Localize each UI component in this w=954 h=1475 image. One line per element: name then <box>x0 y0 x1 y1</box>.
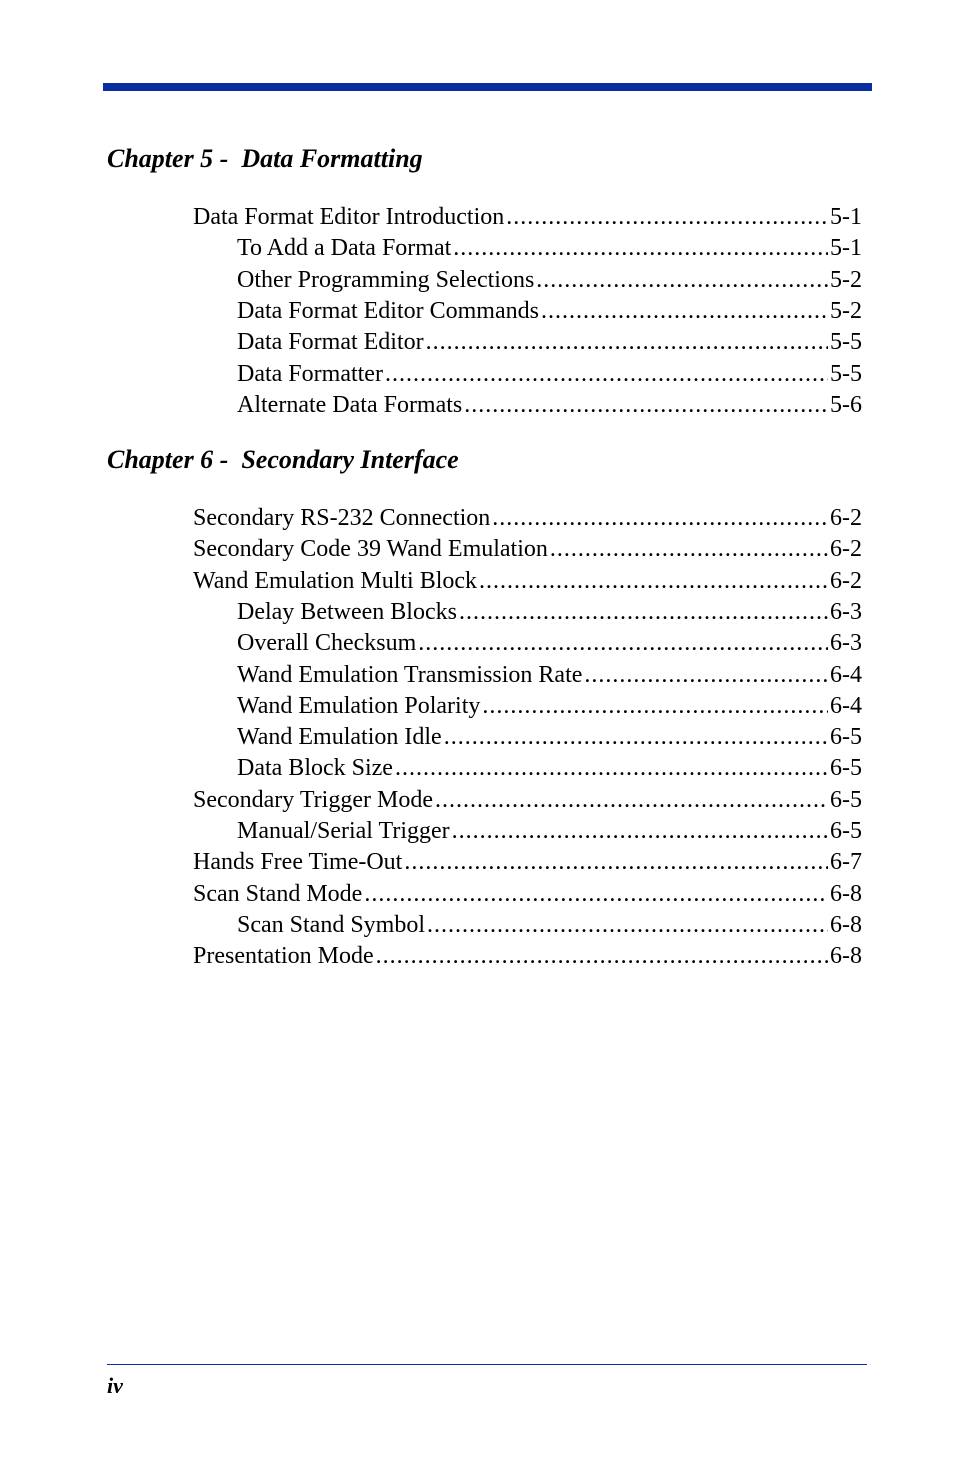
footer-rule <box>107 1364 867 1365</box>
toc-entry-page: 6-5 <box>830 786 862 813</box>
toc-entry[interactable] <box>193 535 862 563</box>
toc-entry[interactable] <box>237 817 862 845</box>
toc-entry-title: Wand Emulation Polarity <box>237 692 481 719</box>
toc-entry-title: Secondary Trigger Mode <box>193 786 433 813</box>
toc-entry[interactable] <box>193 567 862 595</box>
toc-entry-title: Data Format Editor Introduction <box>193 204 505 230</box>
toc-entry-page: 6-3 <box>830 630 862 657</box>
toc-entry-title: Delay Between Blocks <box>237 598 457 625</box>
toc-entry-title: Secondary Code 39 Wand Emulation <box>193 536 548 563</box>
toc-entry-title: Data Format Editor Commands <box>237 297 539 324</box>
toc-entry[interactable] <box>237 629 862 657</box>
dot-leader <box>584 661 828 689</box>
toc-entry[interactable] <box>237 234 862 262</box>
toc-entry-title: Scan Stand Symbol <box>237 911 426 938</box>
toc-entry-title: Overall Checksum <box>237 630 417 657</box>
dot-leader <box>479 567 828 595</box>
toc-entry-title: Secondary RS-232 Connection <box>193 505 491 531</box>
dot-leader <box>385 360 828 388</box>
toc-entry[interactable] <box>193 504 862 532</box>
dot-leader <box>459 598 828 626</box>
toc-entry[interactable] <box>237 661 862 689</box>
dot-leader <box>427 911 828 939</box>
toc-entry-title: Data Formatter <box>237 360 383 387</box>
dot-leader <box>506 203 828 231</box>
toc-entry[interactable] <box>237 911 862 939</box>
toc-entry-page: 6-2 <box>830 567 862 594</box>
toc-entry[interactable] <box>193 203 862 231</box>
toc-entry[interactable] <box>237 754 862 782</box>
toc-entry-page: 5-1 <box>830 235 862 262</box>
toc-entry-title: Wand Emulation Multi Block <box>193 567 478 594</box>
dot-leader <box>492 504 828 532</box>
toc-entry-title: Hands Free Time-Out <box>193 849 403 876</box>
toc-entry[interactable] <box>193 786 862 814</box>
toc-entry-page: 6-5 <box>830 755 862 782</box>
toc-entry-title: Presentation Mode <box>193 943 374 970</box>
dot-leader <box>444 723 828 751</box>
toc-entry-page: 5-5 <box>830 329 862 356</box>
toc-entry[interactable] <box>237 266 862 294</box>
toc-entry-page: 6-8 <box>830 943 862 970</box>
dot-leader <box>426 328 828 356</box>
toc-entry[interactable] <box>193 880 862 908</box>
toc-entry-title: Wand Emulation Transmission Rate <box>237 661 583 688</box>
dot-leader <box>482 692 828 720</box>
toc-entry[interactable] <box>237 723 862 751</box>
toc-entry-page: 6-7 <box>830 849 862 876</box>
toc-entry-page: 5-5 <box>830 360 862 387</box>
toc-entry[interactable] <box>193 848 862 876</box>
toc-entry-page: 6-4 <box>830 661 862 688</box>
dot-leader <box>418 629 828 657</box>
dot-leader <box>435 786 828 814</box>
toc-entry-page: 6-8 <box>830 911 862 938</box>
toc-entry-page: 6-4 <box>830 692 862 719</box>
toc-entry-page: 6-8 <box>830 880 862 907</box>
dot-leader <box>395 754 828 782</box>
dot-leader <box>464 391 828 419</box>
dot-leader <box>453 234 828 262</box>
toc-entry[interactable] <box>193 942 862 970</box>
toc-entry-title: To Add a Data Format <box>237 235 452 262</box>
dot-leader <box>550 535 828 563</box>
toc-entry-title: Alternate Data Formats <box>237 391 463 418</box>
toc-entry-page: 6-5 <box>830 818 862 844</box>
toc-entry-title: Wand Emulation Idle <box>237 724 442 751</box>
toc-entry-page: 5-2 <box>830 266 862 293</box>
toc-entry-page: 6-2 <box>830 505 862 531</box>
page-number: iv <box>107 1373 123 1398</box>
dot-leader <box>376 942 828 970</box>
dot-leader <box>536 266 828 294</box>
toc-entry-page: 5-1 <box>830 204 862 230</box>
toc-entry-title: Manual/Serial Trigger <box>237 818 450 844</box>
toc-entry-page: 6-5 <box>830 724 862 751</box>
toc-entry-title: Data Format Editor <box>237 329 424 356</box>
toc-entry[interactable] <box>237 692 862 720</box>
toc-entry[interactable] <box>237 297 862 325</box>
dot-leader <box>452 817 828 845</box>
dot-leader <box>404 848 828 876</box>
toc-entry-page: 6-2 <box>830 536 862 563</box>
header-rule <box>103 83 872 91</box>
toc-entry-title: Data Block Size <box>237 755 393 782</box>
dot-leader <box>541 297 828 325</box>
toc-entry[interactable] <box>237 391 862 419</box>
dot-leader <box>364 880 828 908</box>
toc-entry[interactable] <box>237 328 862 356</box>
chapter-6-heading[interactable]: Chapter 6 - Secondary Interface <box>107 445 459 474</box>
toc-entry-title: Scan Stand Mode <box>193 880 363 907</box>
chapter-5-heading[interactable]: Chapter 5 - Data Formatting <box>107 144 423 173</box>
toc-entry-page: 5-6 <box>830 391 862 418</box>
toc-entry-page: 6-3 <box>830 598 862 625</box>
toc-entry-title: Other Programming Selections <box>237 266 535 293</box>
toc-entry[interactable] <box>237 360 862 388</box>
toc-entry[interactable] <box>237 598 862 626</box>
toc-entry-page: 5-2 <box>830 297 862 324</box>
